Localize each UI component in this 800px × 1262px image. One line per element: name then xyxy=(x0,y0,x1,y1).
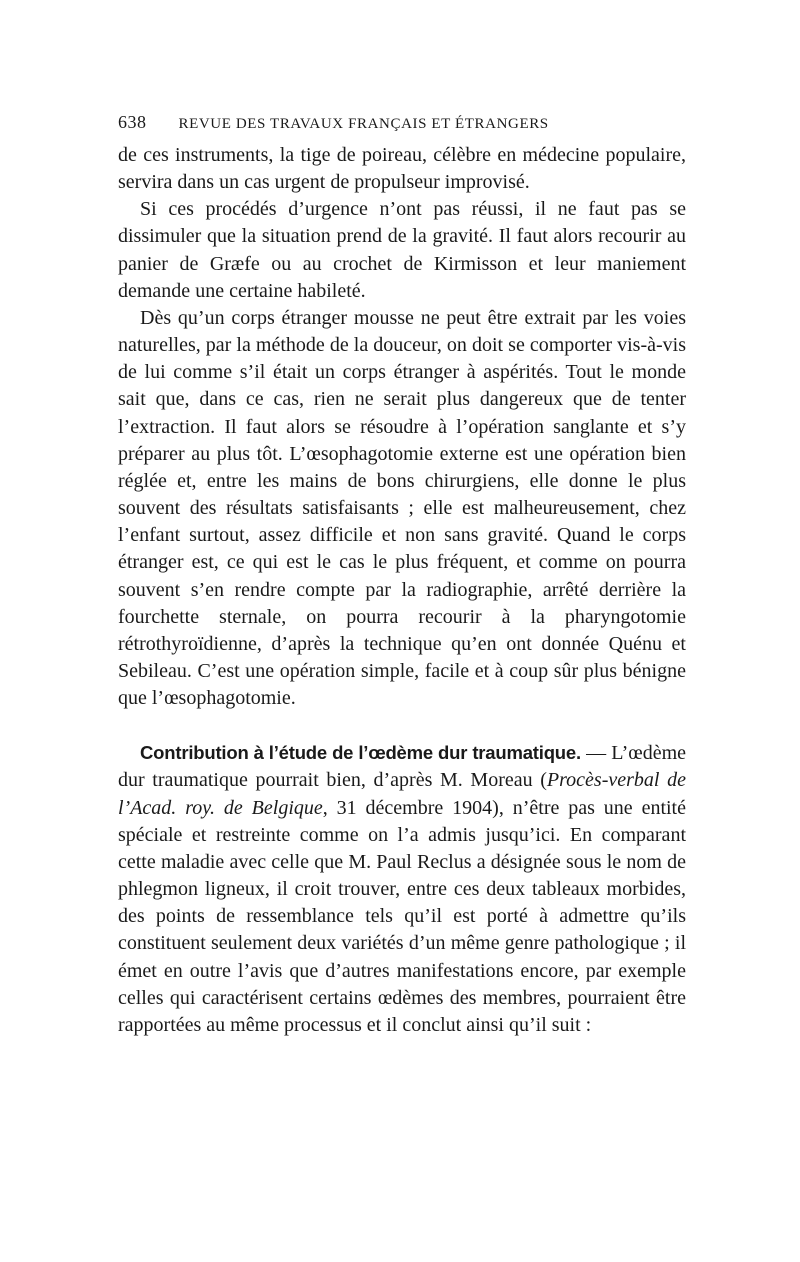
running-head xyxy=(118,112,686,142)
running-title: REVUE DES TRAVAUX FRANÇAIS ET ÉTRANGERS xyxy=(178,116,549,132)
body-text xyxy=(118,142,686,1039)
paragraph-urgence: Si ces procédés d’urgence n’ont pas réussi, il ne faut pas se dissimuler que la situation prend de la gravité. Il faut alors recourir au panier de Græfe ou au crochet de Kirmisson et leur maniement demande une certaine habileté. xyxy=(118,198,686,302)
italic-source: Procès-verbal de l’Acad. roy. de Belgique xyxy=(118,769,686,819)
page-number: 638 xyxy=(118,112,147,132)
book-page xyxy=(118,112,686,1039)
section-text-rest: , 31 décembre 1904), n’être pas une entité spéciale et restreinte comme on l’a admis jusqu’ici. En comparant cette maladie avec celle que M. Paul Reclus a désignée sous le nom de phlegmon ligneux, il croit trouver, entre ces deux tableaux morbides, des points de ressemblance tels qu’il est porté à admettre qu’ils constituent seulement deux variétés d’un même genre pathologique ; il émet en outre l’avis que d’autres manifestations encore, par exemple celles qui caractérisent certains œdèmes des membres, pourraient être rapportées au même processus et il conclut ainsi qu’il suit : xyxy=(118,796,686,1036)
paragraph-continuation: de ces instruments, la tige de poireau, célèbre en médecine populaire, servira dans un cas urgent de propulseur improvisé. xyxy=(118,144,686,194)
section-spacer xyxy=(118,712,686,739)
section-text-start: — L’œdème dur traumatique pourrait bien, d’après M. Moreau ( xyxy=(118,742,686,792)
paragraph-oedeme xyxy=(118,739,686,1039)
section-title: Contribution à l’étude de l’œdème dur traumatique. xyxy=(140,742,581,764)
paragraph-oesophagotomie: Dès qu’un corps étranger mousse ne peut être extrait par les voies naturelles, par la méthode de la douceur, on doit se comporter vis-à-vis de lui comme s’il était un corps étranger à aspérités. Tout le monde sait que, dans ce cas, rien ne serait plus dangereux que de tenter l’extraction. Il faut alors se résoudre à l’opération sanglante et s’y préparer au plus tôt. L’œsophagotomie externe est une opération bien réglée et, entre les mains de bons chirurgiens, elle donne le plus souvent des résultats satisfaisants ; elle est malheureusement, chez l’enfant surtout, assez difficile et non sans gravité. Quand le corps étranger est, ce qui est le cas le plus fréquent, et comme on pourra souvent s’en rendre compte par la radiographie, arrêté derrière la fourchette sternale, on pourra recourir à la pharyngotomie rétrothyroïdienne, d’après la technique qu’en ont donnée Quénu et Sebileau. C’est une opération simple, facile et à coup sûr plus bénigne que l’œsophagotomie. xyxy=(118,306,686,710)
